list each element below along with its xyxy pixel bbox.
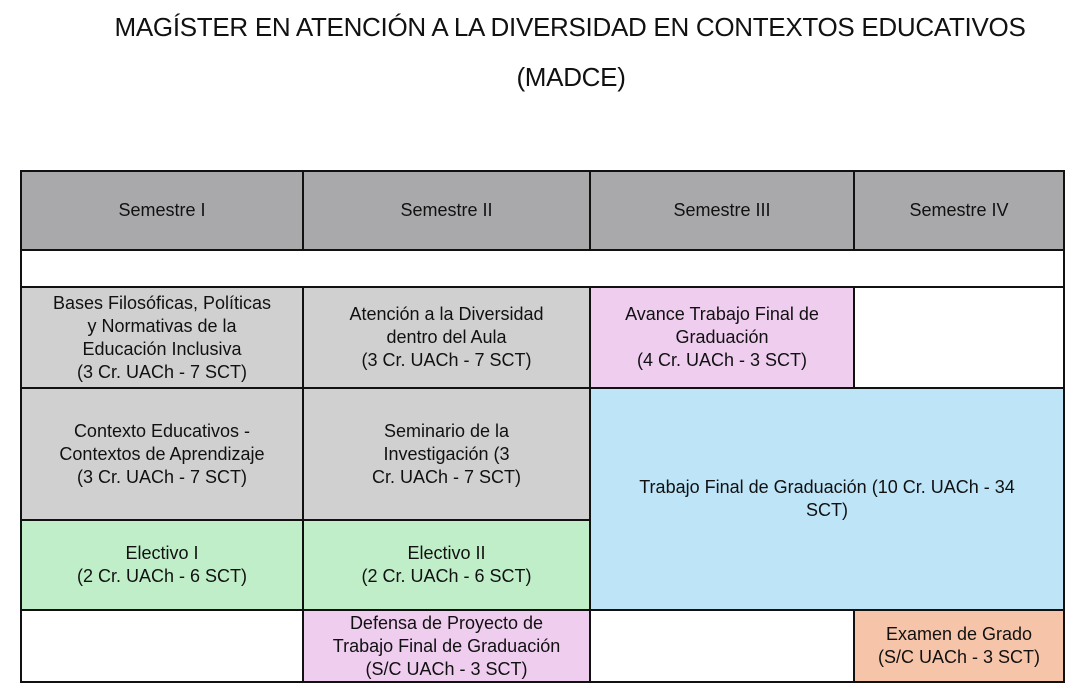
header-semestre-1: Semestre I — [21, 171, 303, 250]
header-semestre-2: Semestre II — [303, 171, 590, 250]
course-trabajo-final-graduacion: Trabajo Final de Graduación (10 Cr. UACh - 34 SCT) — [590, 388, 1064, 610]
course-seminario-investigacion: Seminario de la Investigación (3 Cr. UACh - 7 SCT) — [303, 388, 590, 520]
document-title: MAGÍSTER EN ATENCIÓN A LA DIVERSIDAD EN CONTEXTOS EDUCATIVOS — [114, 12, 1026, 42]
empty-cell — [854, 287, 1064, 388]
course-avance-trabajo-final: Avance Trabajo Final de Graduación (4 Cr. UACh - 3 SCT) — [590, 287, 854, 388]
header-semestre-3: Semestre III — [590, 171, 854, 250]
header-semestre-4: Semestre IV — [854, 171, 1064, 250]
document-subtitle: (MADCE) — [516, 62, 626, 92]
spacer-row — [21, 250, 1064, 287]
course-atencion-diversidad: Atención a la Diversidad dentro del Aula (3 Cr. UACh - 7 SCT) — [303, 287, 590, 388]
course-electivo-2: Electivo II (2 Cr. UACh - 6 SCT) — [303, 520, 590, 610]
course-defensa-proyecto: Defensa de Proyecto de Trabajo Final de Graduación (S/C UACh - 3 SCT) — [303, 610, 590, 682]
curriculum-table — [20, 170, 1065, 683]
course-contexto-educativos: Contexto Educativos - Contextos de Aprendizaje (3 Cr. UACh - 7 SCT) — [21, 388, 303, 520]
empty-cell — [21, 610, 303, 682]
course-examen-grado: Examen de Grado (S/C UACh - 3 SCT) — [854, 610, 1064, 682]
course-bases-filosoficas: Bases Filosóficas, Políticas y Normativas de la Educación Inclusiva (3 Cr. UACh - 7 SCT) — [21, 287, 303, 388]
empty-cell — [590, 610, 854, 682]
course-electivo-1: Electivo I (2 Cr. UACh - 6 SCT) — [21, 520, 303, 610]
